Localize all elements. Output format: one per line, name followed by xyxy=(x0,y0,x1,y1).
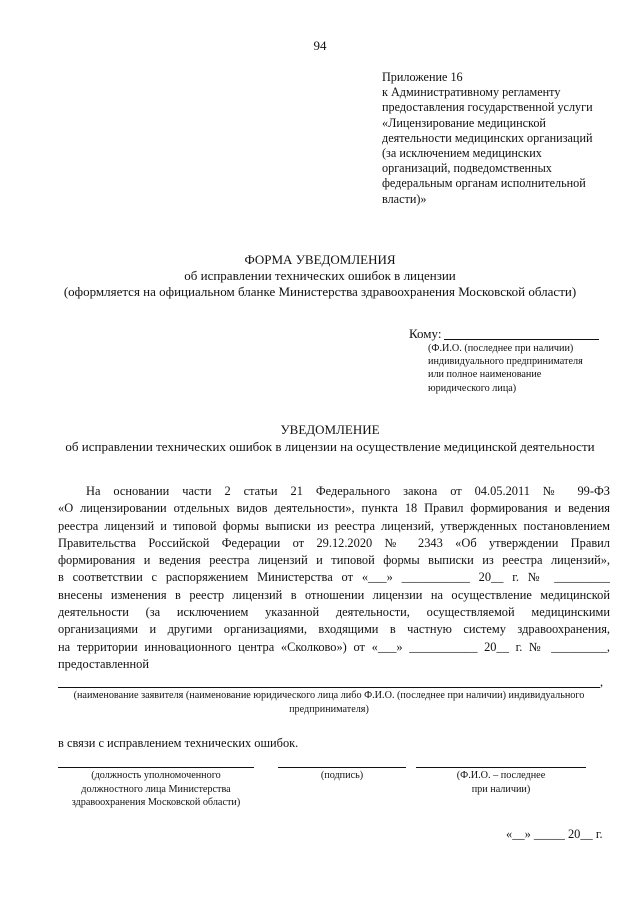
body-line: внесены изменения в реестр лицензий в отношении лицензии на осуществление медицинской xyxy=(58,587,610,602)
appendix-line: власти)» xyxy=(382,191,427,206)
reason-text: в связи с исправлением технических ошибок. xyxy=(58,736,299,750)
recipient-note xyxy=(428,342,618,395)
signature-label xyxy=(278,769,406,783)
signature-field-line xyxy=(278,767,406,768)
position-label xyxy=(42,769,270,810)
notice-subtitle: об исправлении технических ошибок в лицензии на осуществление медицинской деятельности xyxy=(65,439,595,454)
body-line: Правительства Российской Федерации от 29.12.2020 № 2343 «Об утверждении Правил xyxy=(58,535,610,550)
recipient-label: Кому: xyxy=(409,326,442,341)
recipient-note-line: или полное наименование xyxy=(428,369,542,381)
signature-label-line: (подпись) xyxy=(320,770,364,781)
appendix-line: к Административному регламенту xyxy=(382,85,561,100)
body-line: реестра лицензий и типовой формы выписки из реестра лицензий, утвержденных постановлением xyxy=(58,518,610,533)
page-number: 94 xyxy=(313,38,327,53)
form-header xyxy=(0,252,640,300)
applicant-note-line: (наименование заявителя (наименование юридического лица либо Ф.И.О. (последнее при наличии) индивидуального xyxy=(73,690,585,701)
position-label-line: здравоохранения Московской области) xyxy=(71,797,241,808)
name-label-line: (Ф.И.О. – последнее xyxy=(456,770,546,781)
appendix-line: Приложение 16 xyxy=(382,70,463,84)
body-line: в соответствии с распоряжением Министерства от «___» ___________ 20__ г. № _________ xyxy=(58,570,610,585)
appendix-line: «Лицензирование медицинской xyxy=(382,115,546,130)
recipient-note-line: юридического лица) xyxy=(428,382,517,394)
appendix-line: организаций, подведомственных xyxy=(382,161,552,176)
appendix-line: деятельности медицинских организаций xyxy=(382,130,593,145)
appendix-line: федеральным органам исполнительной xyxy=(382,176,586,191)
recipient-field-line xyxy=(444,339,599,340)
applicant-note xyxy=(58,689,600,716)
name-label xyxy=(416,769,586,796)
name-label-line: при наличии) xyxy=(471,783,531,795)
form-note: (оформляется на официальном бланке Министерства здравоохранения Московской области) xyxy=(63,284,577,299)
body-line: на территории инновационного центра «Сколково») от «___» ___________ 20__ г. № _________, xyxy=(58,639,610,654)
position-field-line xyxy=(58,767,254,768)
body-line: предоставленной xyxy=(58,656,149,671)
name-field-line xyxy=(416,767,586,768)
appendix-line: (за исключением медицинских xyxy=(382,146,542,161)
form-title: ФОРМА УВЕДОМЛЕНИЯ xyxy=(244,252,396,267)
body-line: деятельности (за исключением указанной деятельности, осуществляемой медицинскими xyxy=(58,605,610,620)
body-line: формирования и ведения реестра лицензий и типовой формы выписки из реестра лицензий», xyxy=(58,553,610,568)
position-label-line: должностного лица Министерства xyxy=(81,783,231,795)
body-line: организациями и другими организациями, входящими в частную систему здравоохранения, xyxy=(58,622,610,637)
applicant-note-line: предпринимателя) xyxy=(289,703,369,715)
position-label-line: (должность уполномоченного xyxy=(91,770,221,781)
notice-body xyxy=(58,483,610,673)
body-line: На основании части 2 статьи 21 Федерального закона от 04.05.2011 № 99-ФЗ xyxy=(86,484,610,498)
recipient-note-line: индивидуального предпринимателя xyxy=(428,356,583,368)
appendix-header xyxy=(382,70,627,207)
notice-header xyxy=(0,421,640,455)
date-line: «__» _____ 20__ г. xyxy=(506,827,603,841)
recipient-note-line: (Ф.И.О. (последнее при наличии) xyxy=(428,343,574,354)
appendix-line: предоставления государственной услуги xyxy=(382,100,593,115)
applicant-field-line xyxy=(58,687,600,688)
body-line: «О лицензировании отдельных видов деятельности», пункта 18 Правил формирования и ведения xyxy=(58,501,610,516)
notice-title: УВЕДОМЛЕНИЕ xyxy=(280,422,380,437)
form-subtitle: об исправлении технических ошибок в лицензии xyxy=(184,268,456,283)
applicant-comma: , xyxy=(600,675,604,689)
